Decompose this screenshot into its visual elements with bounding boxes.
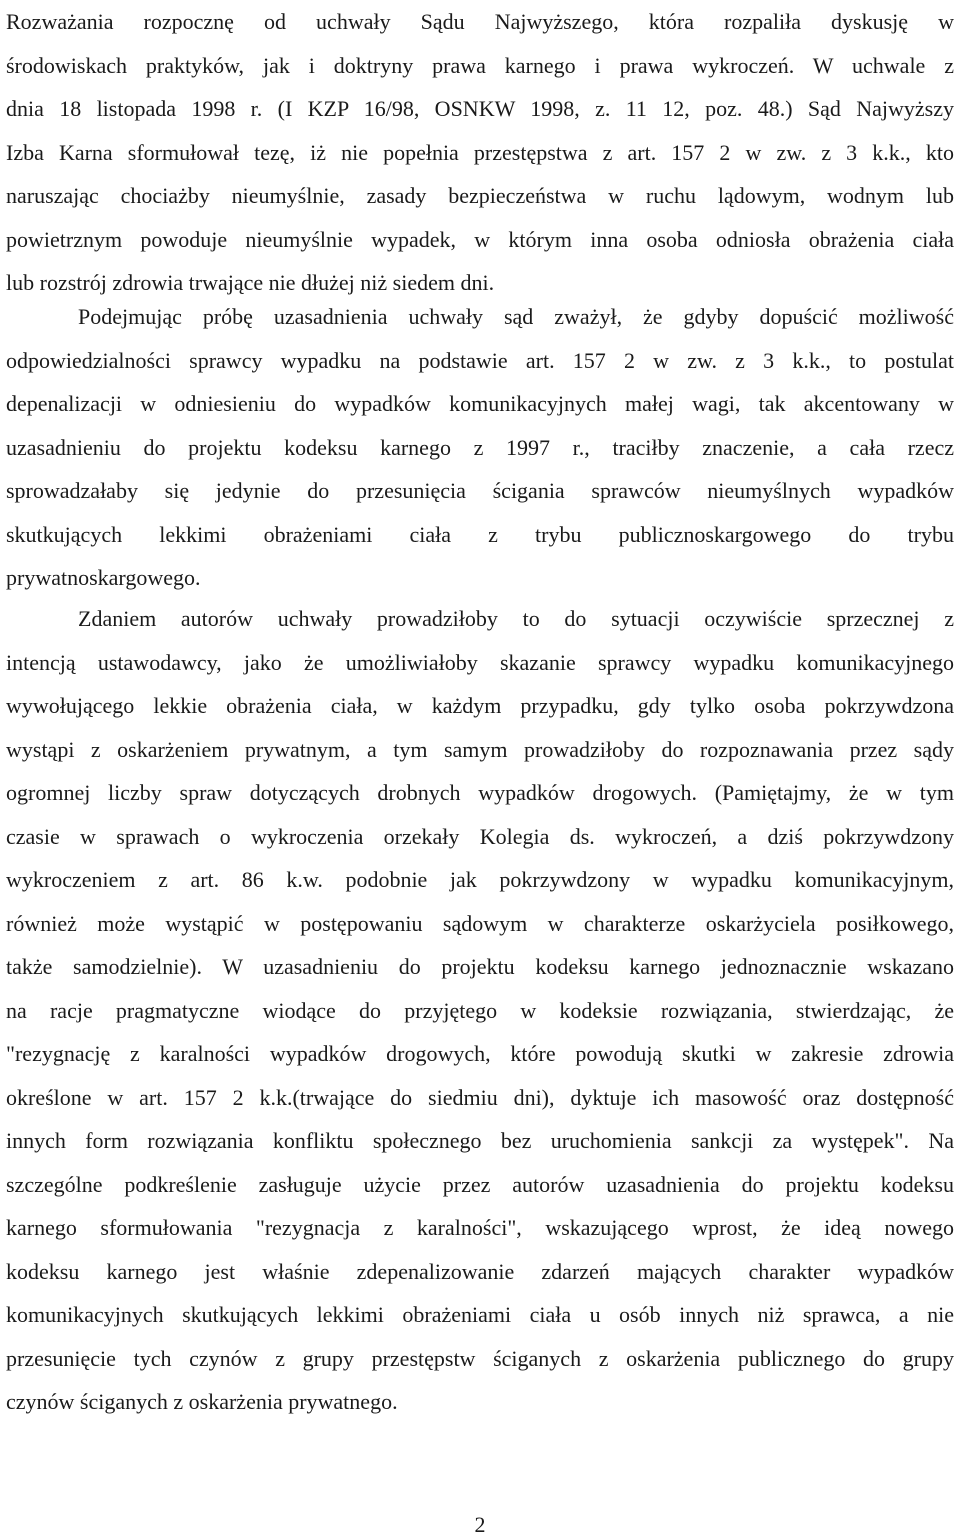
text-line: na racje pragmatyczne wiodące do przyjętego w kodeksie rozwiązania, stwierdzając, że	[6, 997, 954, 1023]
text-line: naruszając chociażby nieumyślnie, zasady bezpieczeństwa w ruchu lądowym, wodnym lub	[6, 183, 954, 208]
text-line: "rezygnację z karalności wypadków drogowych, które powodują skutki w zakresie zdrowia	[6, 1041, 954, 1066]
text-line: środowiskach praktyków, jak i doktryny prawa karnego i prawa wykroczeń. W uchwale z	[6, 52, 954, 78]
text-line: sprowadzałaby się jedynie do przesunięcia ścigania sprawców nieumyślnych wypadków	[6, 478, 954, 503]
page-number: 2	[474, 1512, 486, 1537]
text-line: określone w art. 157 2 k.k.(trwające do siedmiu dni), dyktuje ich masowość oraz dostępność	[6, 1084, 954, 1110]
text-line: innych form rozwiązania konfliktu społecznego bez uruchomienia sankcji za występek". Na	[6, 1128, 954, 1153]
text-line: również może wystąpić w postępowaniu sądowym w charakterze oskarżyciela posiłkowego,	[6, 910, 954, 936]
text-line: wykroczeniem z art. 86 k.w. podobnie jak pokrzywdzony w wypadku komunikacyjnym,	[6, 867, 954, 892]
text-line: przesunięcie tych czynów z grupy przestępstw ściganych z oskarżenia publicznego do grupy	[6, 1345, 954, 1371]
text-line: Rozważania rozpocznę od uchwały Sądu Najwyższego, która rozpaliła dyskusję w	[6, 9, 954, 34]
text-line: odpowiedzialności sprawcy wypadku na podstawie art. 157 2 w zw. z 3 k.k., to postulat	[6, 347, 954, 373]
text-line: czynów ściganych z oskarżenia prywatnego.	[6, 1389, 398, 1414]
paragraph-2	[6, 295, 954, 600]
text-line: czasie w sprawach o wykroczenia orzekały Kolegia ds. wykroczeń, a dziś pokrzywdzony	[6, 823, 954, 849]
text-line: karnego sformułowania "rezygnacja z karalności", wskazującego wprost, że ideą nowego	[6, 1215, 954, 1240]
text-line: uzasadnieniu do projektu kodeksu karnego z 1997 r., traciłby znaczenie, a cała rzecz	[6, 434, 954, 460]
text-line: intencją ustawodawcy, jako że umożliwiałoby skazanie sprawcy wypadku komunikacyjnego	[6, 649, 954, 675]
paragraph-3	[6, 597, 954, 1424]
text-line: wystąpi z oskarżeniem prywatnym, a tym samym prowadziłoby do rozpoznawania przez sądy	[6, 736, 954, 762]
text-line: komunikacyjnych skutkujących lekkimi obrażeniami ciała u osób innych niż sprawca, a nie	[6, 1302, 954, 1327]
text-line: Zdaniem autorów uchwały prowadziłoby to do sytuacji oczywiście sprzecznej z	[78, 606, 954, 631]
text-line: skutkujących lekkimi obrażeniami ciała z trybu publicznoskargowego do trybu	[6, 521, 954, 547]
paragraph-1	[6, 0, 954, 305]
text-line: lub rozstrój zdrowia trwające nie dłużej niż siedem dni.	[6, 270, 495, 295]
text-line: wywołującego lekkie obrażenia ciała, w każdym przypadku, gdy tylko osoba pokrzywdzona	[6, 693, 954, 718]
text-line: kodeksu karnego jest właśnie zdepenalizowanie zdarzeń mających charakter wypadków	[6, 1258, 954, 1284]
text-line: Podejmując próbę uzasadnienia uchwały sąd zważył, że gdyby dopuścić możliwość	[78, 304, 954, 329]
text-line: dnia 18 listopada 1998 r. (I KZP 16/98, OSNKW 1998, z. 11 12, poz. 48.) Sąd Najwyższy	[6, 96, 954, 121]
text-line: szczególne podkreślenie zasługuje użycie przez autorów uzasadnienia do projektu kodeksu	[6, 1171, 954, 1197]
text-line: także samodzielnie). W uzasadnieniu do projektu kodeksu karnego jednoznacznie wskazano	[6, 954, 954, 979]
text-line: depenalizacji w odniesieniu do wypadków komunikacyjnych małej wagi, tak akcentowany w	[6, 391, 954, 416]
text-line: powietrznym powoduje nieumyślnie wypadek, w którym inna osoba odniosła obrażenia ciała	[6, 226, 954, 252]
text-line: ogromnej liczby spraw dotyczących drobnych wypadków drogowych. (Pamiętajmy, że w tym	[6, 780, 954, 805]
text-line: Izba Karna sformułował tezę, iż nie popełnia przestępstwa z art. 157 2 w zw. z 3 k.k., kto	[6, 139, 954, 165]
text-line: prywatnoskargowego.	[6, 565, 201, 590]
